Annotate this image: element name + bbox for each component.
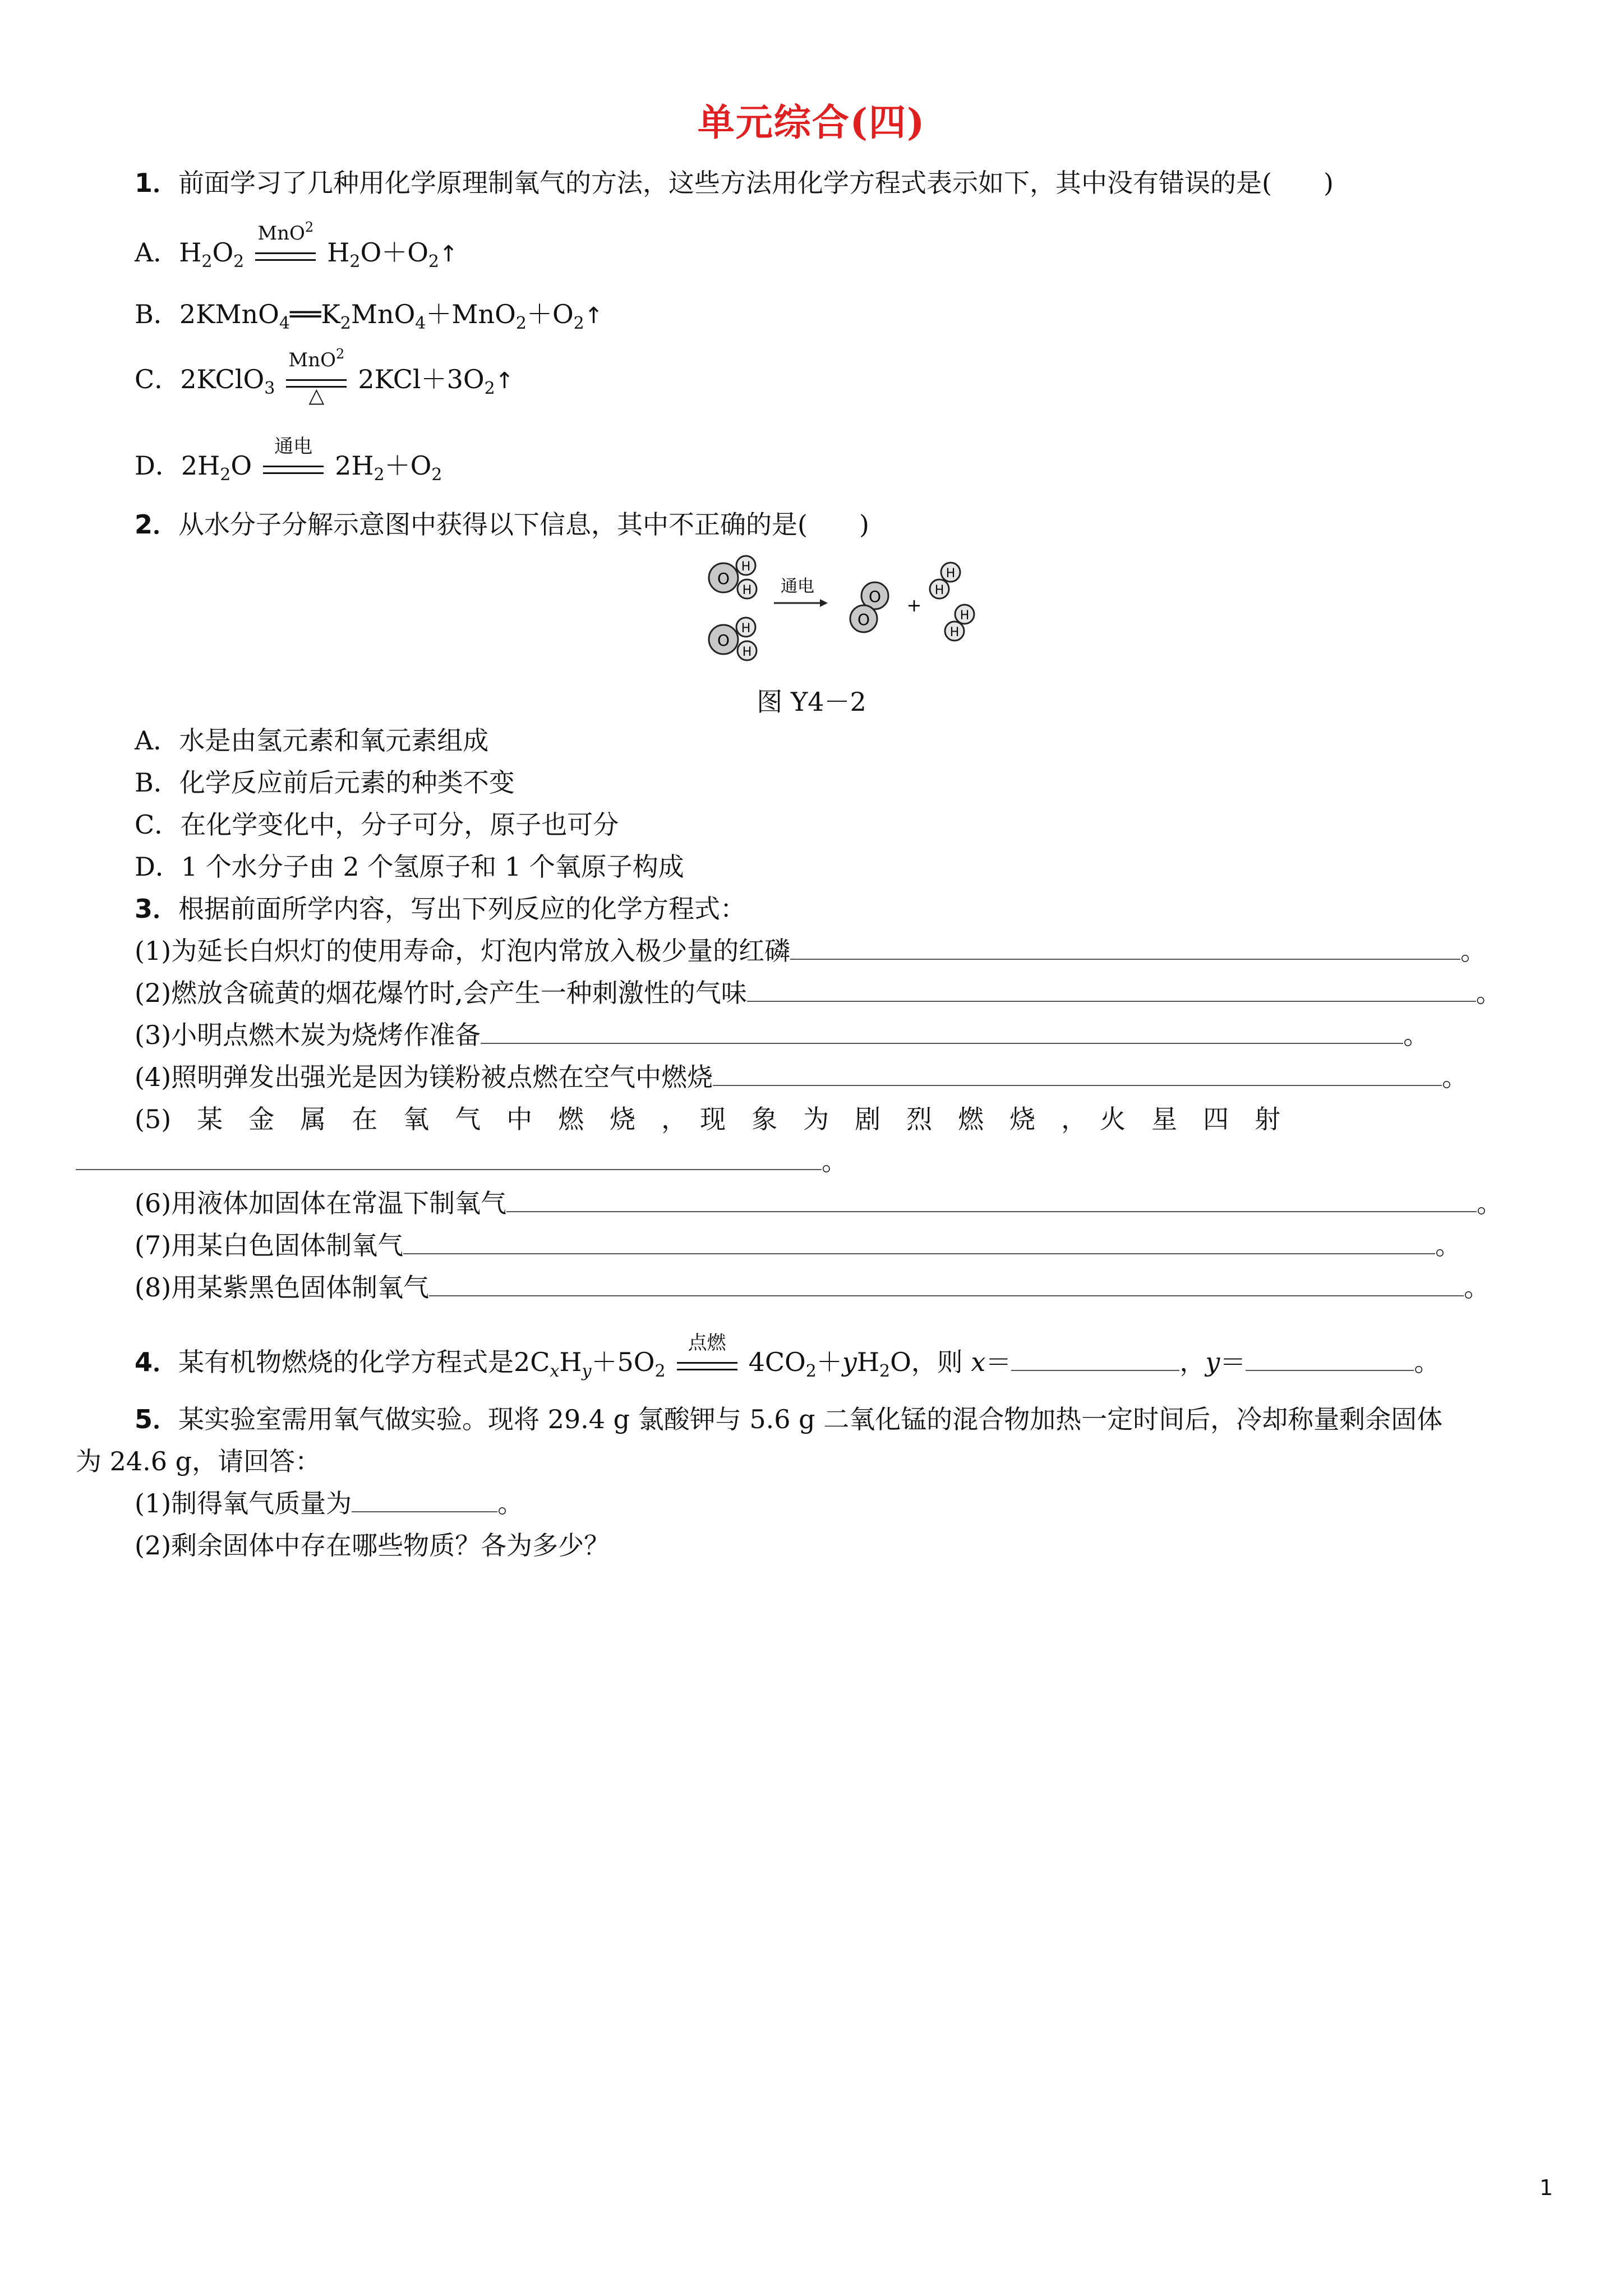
svg-text:O: O <box>868 587 882 606</box>
svg-text:H: H <box>741 560 751 574</box>
reaction-condition: 通电 <box>260 451 327 485</box>
question-3 <box>135 892 746 926</box>
question-stem: 某有机物燃烧的化学方程式是 <box>178 1347 514 1377</box>
question-stem: 从水分子分解示意图中获得以下信息，其中不正确的是( ) <box>178 509 869 540</box>
sub-question-3-3: (3)小明点燃木炭为烧烤作准备 。 <box>135 1018 1429 1052</box>
gas-arrow-icon: ↑ <box>495 368 514 394</box>
svg-text:H: H <box>742 645 752 659</box>
question-stem: 前面学习了几种用化学原理制氧气的方法，这些方法用化学方程式表示如下，其中没有错误的是( ) <box>178 168 1334 198</box>
sub-question-3-4: (4)照明弹发出强光是因为镁粉被点燃在空气中燃烧 。 <box>135 1060 1468 1094</box>
question-number: 1． <box>135 168 179 198</box>
option-2c: C．在化学变化中，分子可分，原子也可分 <box>135 809 619 840</box>
answer-blank[interactable] <box>403 1228 1435 1254</box>
svg-text:H: H <box>741 622 751 636</box>
svg-text:H: H <box>934 583 944 597</box>
answer-blank[interactable] <box>429 1271 1464 1296</box>
option-2a: A．水是由氢元素和氧元素组成 <box>135 725 489 756</box>
page-title: 单元综合(四) <box>697 100 926 144</box>
sub-question-3-5: (5) 某 金 属 在 氧 气 中 燃 烧 ， 现 象 为 剧 烈 燃 烧 ， 火 星 四 射 <box>135 1104 1281 1134</box>
plus-sign: + <box>906 595 922 616</box>
svg-text:O: O <box>717 569 730 588</box>
question-1 <box>135 166 1334 200</box>
reaction-condition: MnO$^2$ △ <box>283 365 350 398</box>
option-2d: D．1 个水分子由 2 个氢原子和 1 个氧原子构成 <box>135 852 684 882</box>
svg-text:H: H <box>949 625 960 639</box>
water-decomposition-diagram <box>690 547 981 670</box>
answer-blank[interactable] <box>76 1144 822 1170</box>
sub-question-5-1: (1)制得氧气质量为 。 <box>135 1487 523 1520</box>
option-1a: A．$H_2O_2$ MnO$^2$ $H_2O+O_2↑$ <box>135 219 458 272</box>
svg-text:O: O <box>857 610 870 629</box>
sub-question-3-1: (1)为延长白炽灯的使用寿命，灯泡内常放入极少量的红磷 。 <box>135 934 1486 968</box>
svg-text:H: H <box>960 609 970 623</box>
sub-question-3-5-continuation: 。 <box>76 1144 847 1178</box>
answer-blank[interactable] <box>481 1018 1403 1044</box>
answer-blank[interactable] <box>790 934 1460 960</box>
question-number: 4． <box>135 1347 179 1377</box>
sub-question-3-2: (2)燃放含硫黄的烟花爆竹时,会产生一种刺激性的气味 。 <box>135 976 1502 1010</box>
gas-arrow-icon: ↑ <box>584 303 603 329</box>
question-stem: 根据前面所学内容，写出下列反应的化学方程式： <box>178 894 746 924</box>
question-5 <box>135 1402 1442 1436</box>
question-number: 2． <box>135 509 179 540</box>
answer-blank[interactable] <box>747 976 1476 1002</box>
option-1d: D．$2H_2O$ 通电 $2H_2+O_2$ <box>135 435 442 485</box>
answer-blank-x[interactable] <box>1011 1345 1179 1371</box>
sub-question-5-2: (2)剩余固体中存在哪些物质？各为多少？ <box>135 1530 610 1561</box>
figure-caption: 图 Y4－2 <box>757 687 866 717</box>
answer-blank[interactable] <box>506 1186 1477 1212</box>
sub-question-3-8: (8)用某紫黑色固体制氧气 。 <box>135 1271 1490 1304</box>
gas-arrow-icon: ↑ <box>439 241 458 267</box>
reaction-condition: MnO$^2$ <box>252 238 319 272</box>
option-1c: C．2KClO$_3$ MnO$^2$ △ $2KCl+3O_2↑$ <box>135 346 514 407</box>
page-number: 1 <box>1539 2175 1553 2200</box>
answer-blank[interactable] <box>713 1060 1442 1086</box>
svg-text:H: H <box>742 583 752 597</box>
reaction-condition: 点燃 <box>674 1347 741 1381</box>
sub-question-3-7: (7)用某白色固体制氧气 。 <box>135 1228 1461 1262</box>
question-4: 4．某有机物燃烧的化学方程式是$2C_xH_y+5O_2$ 点燃 $4CO_2+yH_2O$，则 x＝ ，y＝ 。 <box>135 1332 1440 1381</box>
question-5-continuation: 为 24.6 g，请回答： <box>76 1446 321 1476</box>
svg-text:H: H <box>946 567 956 581</box>
option-2b: B．化学反应前后元素的种类不变 <box>135 767 515 798</box>
answer-blank-y[interactable] <box>1246 1345 1414 1371</box>
answer-blank[interactable] <box>352 1487 497 1512</box>
question-stem: 某实验室需用氧气做实验。现将 29.4 g 氯酸钾与 5.6 g 二氧化锰的混合物加热一定时间后，冷却称量剩余固体 <box>178 1404 1443 1434</box>
arrow-label: 通电 <box>781 577 814 596</box>
question-number: 3． <box>135 894 179 924</box>
svg-text:O: O <box>717 631 730 650</box>
sub-question-3-6: (6)用液体加固体在常温下制氧气 。 <box>135 1186 1502 1220</box>
option-1b: B．$2KMnO_4══K_2MnO_4+MnO_2+O_2↑$ <box>135 299 603 333</box>
question-2 <box>135 508 869 541</box>
question-number: 5． <box>135 1404 179 1434</box>
